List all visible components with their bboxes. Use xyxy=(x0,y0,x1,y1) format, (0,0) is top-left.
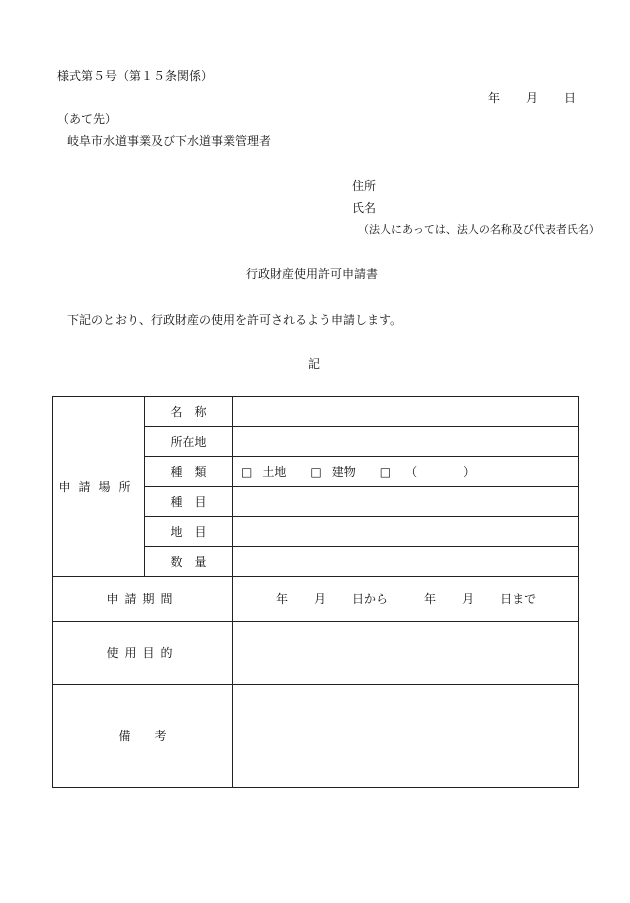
period-to-month: 月 xyxy=(462,592,475,606)
period-to-day: 日まで xyxy=(500,592,537,606)
corporation-note: （法人にあっては、法人の名称及び代表者氏名） xyxy=(358,223,600,236)
quantity-header: 数 量 xyxy=(145,547,233,577)
remarks-header: 備 考 xyxy=(53,685,233,788)
addressee-name: 岐阜市水道事業及び下水道事業管理者 xyxy=(67,134,272,148)
remarks-field[interactable] xyxy=(233,685,579,788)
other-open-paren: （ xyxy=(405,464,418,479)
address-field[interactable] xyxy=(233,427,579,457)
land-checkbox[interactable]: □ xyxy=(241,464,253,479)
ki-label: 記 xyxy=(308,357,321,371)
type-options xyxy=(233,457,579,487)
period-from-year: 年 xyxy=(276,592,289,606)
land-category-header: 地 目 xyxy=(145,517,233,547)
name-header: 名 称 xyxy=(145,397,233,427)
period-from-month: 月 xyxy=(314,592,327,606)
land-category-field[interactable] xyxy=(233,517,579,547)
other-checkbox[interactable]: □ xyxy=(379,464,392,479)
application-table xyxy=(52,396,579,788)
name-label: 氏名 xyxy=(352,201,377,215)
name-field[interactable] xyxy=(233,397,579,427)
table-row xyxy=(53,685,579,788)
period-from-day: 日から xyxy=(352,592,389,606)
date-month-label: 月 xyxy=(526,91,539,105)
other-close-paren: ） xyxy=(463,464,476,479)
period-header: 申請期間 xyxy=(53,577,233,622)
quantity-field[interactable] xyxy=(233,547,579,577)
body-text: 下記のとおり、行政財産の使用を許可されるよう申請します。 xyxy=(67,313,403,327)
table-row xyxy=(53,577,579,622)
category-header: 種 目 xyxy=(145,487,233,517)
document-title: 行政財産使用許可申請書 xyxy=(246,267,379,281)
addressee-label: （あて先） xyxy=(57,112,118,126)
category-field[interactable] xyxy=(233,487,579,517)
date-line xyxy=(488,92,576,104)
building-checkbox[interactable]: □ xyxy=(310,464,322,479)
date-year-label: 年 xyxy=(488,91,501,105)
building-label: 建物 xyxy=(331,464,356,479)
table-row xyxy=(53,397,579,427)
address-label: 住所 xyxy=(352,179,377,193)
date-day-label: 日 xyxy=(564,91,577,105)
form-number: 様式第５号（第１５条関係） xyxy=(57,69,214,83)
address-header: 所在地 xyxy=(145,427,233,457)
location-header: 申請場所 xyxy=(53,397,145,577)
table-row xyxy=(53,622,579,685)
purpose-field[interactable] xyxy=(233,622,579,685)
period-field[interactable] xyxy=(233,577,579,622)
type-header: 種 類 xyxy=(145,457,233,487)
land-label: 土地 xyxy=(262,464,287,479)
period-to-year: 年 xyxy=(424,592,437,606)
purpose-header: 使用目的 xyxy=(53,622,233,685)
